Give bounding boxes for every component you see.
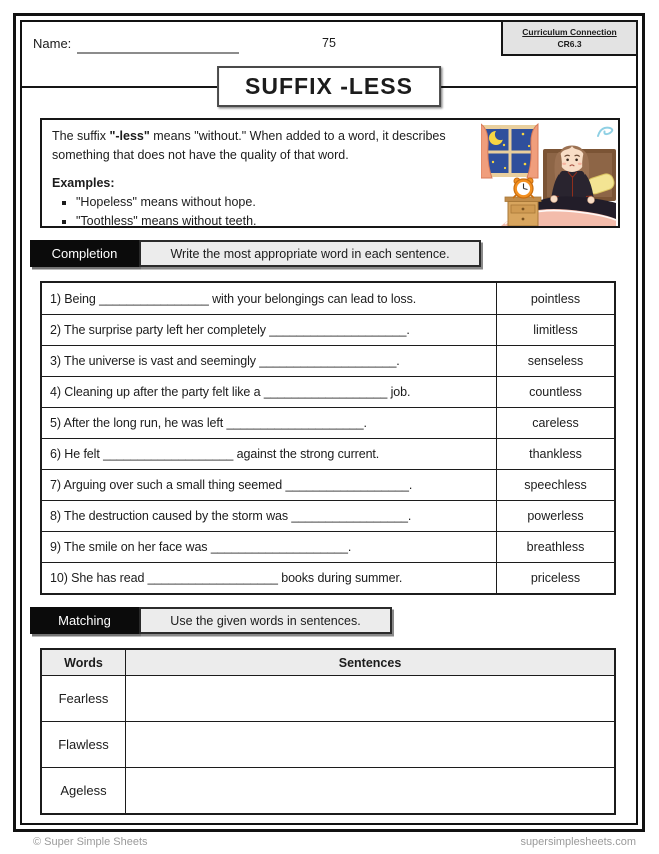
sentence-cell: 9) The smile on her face was ____________________. [50, 540, 352, 554]
sentence-cell: 6) He felt ___________________ against the strong current. [50, 447, 380, 461]
section-label-matching: Matching [30, 607, 139, 634]
sentence-cell: 2) The surprise party left her completely ____________________. [50, 323, 410, 337]
nightstand [505, 197, 541, 226]
table-row [42, 345, 614, 376]
word-cell: senseless [496, 346, 614, 376]
word-cell: Ageless [42, 768, 126, 813]
sentence-answer-cell [126, 676, 614, 721]
matching-instruction: Use the given words in sentences. [139, 607, 392, 634]
name-label: Name: [33, 36, 72, 51]
sleepless-night-illustration [481, 122, 616, 226]
word-cell: careless [496, 408, 614, 438]
column-header-words: Words [42, 650, 126, 675]
word-cell: priceless [496, 563, 614, 593]
page-number: 75 [322, 36, 336, 50]
table-row [42, 767, 614, 813]
table-row [42, 407, 614, 438]
table-row [42, 283, 614, 314]
sentence-cell: 5) After the long run, he was left ____________________. [50, 416, 367, 430]
completion-instruction: Write the most appropriate word in each sentence. [139, 240, 481, 267]
section-label-completion: Completion [30, 240, 139, 267]
word-cell: pointless [496, 283, 614, 314]
page-title: SUFFIX -LESS [217, 66, 441, 107]
table-row [42, 314, 614, 345]
sentence-cell: 8) The destruction caused by the storm was _________________. [50, 509, 412, 523]
table-row [42, 500, 614, 531]
word-cell: speechless [496, 470, 614, 500]
website-url: supersimplesheets.com [520, 836, 636, 848]
sentence-answer-cell [126, 722, 614, 767]
intro-paragraph: The suffix "-less" means "without." When added to a word, it describes something that does not have the quality of that word. [52, 129, 446, 162]
examples-list [52, 193, 476, 231]
table-row [42, 721, 614, 767]
examples-label: Examples: [52, 175, 115, 190]
hand [588, 197, 595, 204]
window [484, 127, 536, 175]
table-row [42, 675, 614, 721]
sentence-cell: 4) Cleaning up after the party felt like a __________________ job. [50, 385, 411, 399]
sentence-cell: 1) Being ________________ with your belongings can lead to loss. [50, 291, 417, 306]
curriculum-connection-box [501, 20, 638, 56]
intro-box [40, 118, 620, 228]
sentence-cell: 10) She has read ___________________ books during summer. [50, 571, 403, 585]
copyright-text: © Super Simple Sheets [33, 836, 148, 848]
sentence-cell: 7) Arguing over such a small thing seemed __________________. [50, 478, 413, 492]
sentence-cell: 3) The universe is vast and seemingly ____________________. [50, 354, 400, 368]
column-header-sentences: Sentences [338, 655, 402, 670]
word-cell: countless [496, 377, 614, 407]
table-row [42, 531, 614, 562]
word-cell: limitless [496, 315, 614, 345]
table-row [42, 376, 614, 407]
word-cell: thankless [496, 439, 614, 469]
word-cell: powerless [496, 501, 614, 531]
sentence-answer-cell [126, 768, 614, 813]
hand [551, 196, 558, 203]
table-row [42, 438, 614, 469]
intro-text [52, 127, 476, 231]
example-item: ▪ "Hopeless" means without hope. [76, 193, 476, 212]
word-cell: breathless [496, 532, 614, 562]
alarm-clock-icon [513, 178, 534, 198]
table-row [42, 562, 614, 593]
word-cell: Flawless [42, 722, 126, 767]
completion-table [40, 281, 616, 595]
table-row [42, 469, 614, 500]
name-field [77, 33, 239, 54]
curriculum-code: CR6.3 [557, 39, 582, 49]
curriculum-connection-title: Curriculum Connection [522, 26, 617, 37]
swoosh-icon [598, 128, 612, 136]
matching-table [40, 648, 616, 815]
word-cell: Fearless [42, 676, 126, 721]
table-header-row [42, 650, 614, 675]
example-item: ▪ "Toothless" means without teeth. [76, 212, 476, 231]
suffix-less-bold: "-less" [109, 129, 150, 143]
